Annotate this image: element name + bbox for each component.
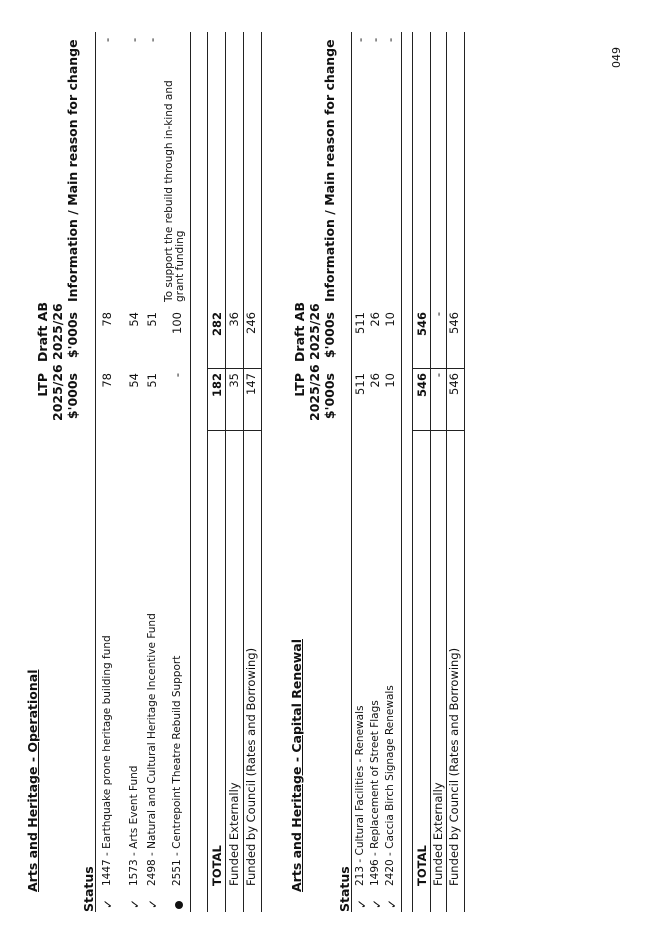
ltp-header-line2: 2025/26 (50, 364, 65, 421)
row-draft: 54 (127, 312, 141, 327)
status-check-icon: ✓ (101, 898, 115, 909)
funded-ext-draft: 36 (227, 312, 241, 327)
row-ltp: 10 (383, 373, 397, 388)
row-desc: 1496 - Replacement of Street Flags (369, 700, 381, 886)
info-header: Information / Main reason for change (65, 39, 80, 302)
funded-ext-label: Funded Externally (431, 782, 445, 886)
row-ltp: 26 (368, 373, 382, 388)
row-desc: 2420 - Caccia Birch Signage Renewals (384, 685, 396, 886)
total-label: TOTAL (210, 845, 224, 886)
info-header: Information / Main reason for change (322, 39, 337, 302)
total-ltp: 546 (415, 373, 429, 398)
row-ltp: 51 (145, 373, 159, 388)
draft-header-line1: Draft AB (35, 302, 50, 362)
draft-header-line2: 2025/26 (50, 303, 65, 360)
col-divider (412, 368, 464, 369)
status-check-icon: ✓ (355, 898, 369, 909)
row-draft: 100 (170, 312, 184, 334)
row-info: To support the rebuild through in-kind and grant funding (163, 80, 186, 302)
rule (401, 32, 402, 912)
row-draft: 26 (368, 312, 382, 327)
row-desc: 2551 - Centrepoint Theatre Rebuild Support (171, 655, 183, 886)
ltp-header-line3: $'000s (322, 373, 337, 420)
funded-council-ltp: 546 (447, 373, 461, 395)
rule (225, 32, 226, 912)
draft-header-line1: Draft AB (292, 302, 307, 362)
funded-ext-ltp: 35 (227, 373, 241, 388)
row-ltp: 511 (353, 373, 367, 395)
funded-ext-draft: - (431, 312, 445, 317)
row-ltp: 54 (127, 373, 141, 388)
draft-header-line3: $'000s (322, 312, 337, 359)
funded-council-draft: 246 (244, 312, 258, 334)
row-draft: 511 (353, 312, 367, 334)
funded-ext-label: Funded Externally (227, 782, 241, 886)
row-dash: - (145, 37, 159, 42)
row-dash: - (383, 37, 397, 42)
status-header: Status (337, 866, 352, 912)
row-ltp: 78 (100, 373, 114, 388)
ltp-header-line3: $'000s (65, 373, 80, 420)
header-rule (95, 32, 96, 912)
status-check-icon: ✓ (385, 898, 399, 909)
row-desc: 213 - Cultural Facilities - Renewals (354, 705, 366, 886)
funded-council-label: Funded by Council (Rates and Borrowing) (244, 647, 258, 886)
status-check-icon: ✓ (128, 898, 142, 909)
row-dash: - (368, 37, 382, 42)
rule (207, 32, 208, 912)
row-desc: 2498 - Natural and Cultural Heritage Incentive Fund (146, 613, 158, 886)
section-title-operational: Arts and Heritage - Operational (25, 669, 40, 892)
row-draft: 78 (100, 312, 114, 327)
funded-ext-ltp: - (431, 373, 445, 378)
row-desc: 1573 - Arts Event Fund (128, 765, 140, 886)
header-rule (351, 32, 352, 912)
status-header: Status (81, 866, 96, 912)
rule (412, 32, 413, 912)
funded-council-draft: 546 (447, 312, 461, 334)
col-divider (412, 430, 464, 431)
rule (261, 32, 262, 912)
row-dash: - (127, 37, 141, 42)
row-draft: 51 (145, 312, 159, 327)
ltp-header-line1: LTP (35, 373, 50, 397)
row-desc: 1447 - Earthquake prone heritage building fund (101, 635, 113, 886)
draft-header-line3: $'000s (65, 312, 80, 359)
total-draft: 546 (415, 312, 429, 337)
draft-header-line2: 2025/26 (307, 303, 322, 360)
section-title-capital-renewal: Arts and Heritage - Capital Renewal (289, 639, 304, 892)
rule (464, 32, 465, 912)
page-number: 049 (610, 47, 623, 68)
status-check-icon: ✓ (146, 898, 160, 909)
funded-council-ltp: 147 (244, 373, 258, 395)
row-draft: 10 (383, 312, 397, 327)
rule (430, 32, 431, 912)
col-divider (207, 368, 261, 369)
rule (190, 32, 191, 912)
total-ltp: 182 (210, 373, 224, 398)
row-dash: - (353, 37, 367, 42)
status-check-icon: ✓ (370, 898, 384, 909)
row-dash: - (100, 37, 114, 42)
ltp-header-line1: LTP (292, 373, 307, 397)
row-ltp: - (170, 373, 184, 378)
total-draft: 282 (210, 312, 224, 337)
ltp-header-line2: 2025/26 (307, 364, 322, 421)
funded-council-label: Funded by Council (Rates and Borrowing) (447, 647, 461, 886)
status-dot-icon (175, 901, 183, 909)
total-label: TOTAL (415, 845, 429, 886)
col-divider (207, 430, 261, 431)
